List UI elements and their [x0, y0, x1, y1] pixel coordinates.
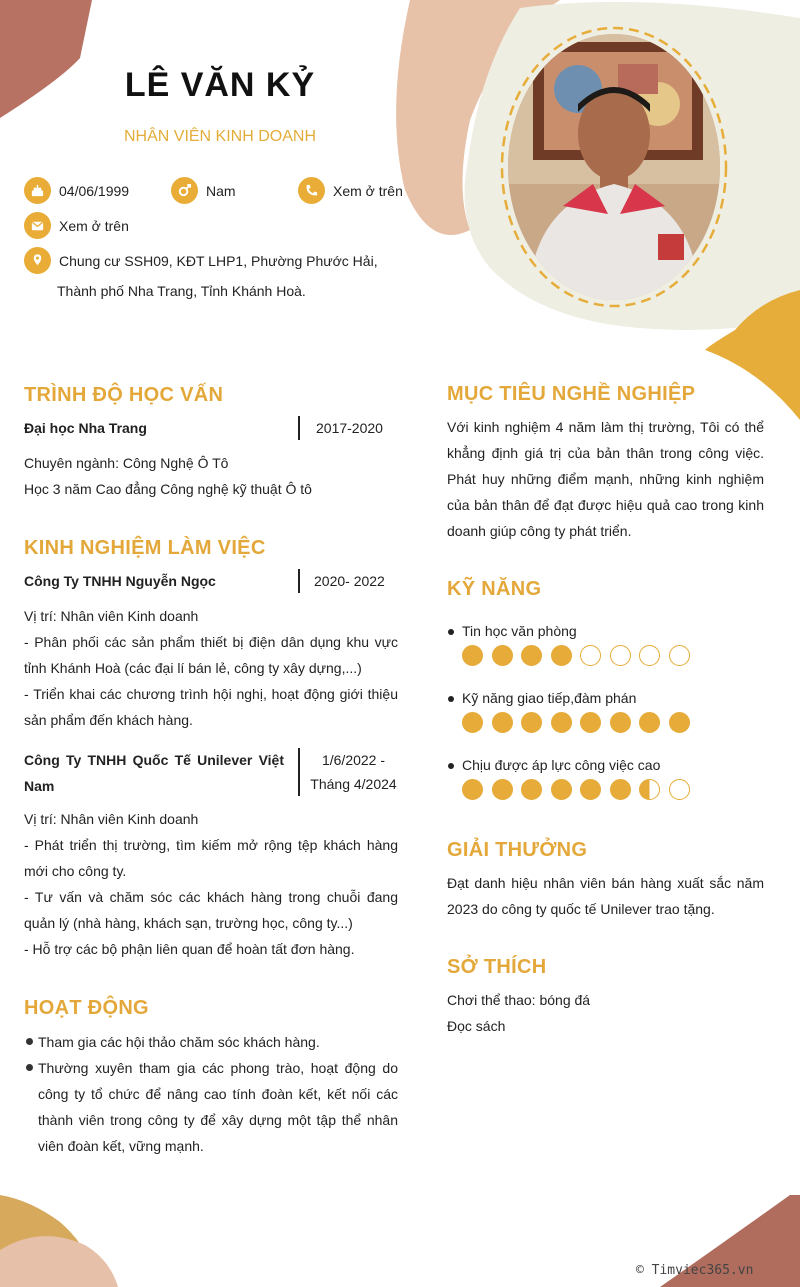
- rating-circle: [492, 779, 513, 800]
- rating-circle: [669, 779, 690, 800]
- email-value: Xem ở trên: [59, 217, 129, 234]
- education-period: 2017-2020: [316, 420, 383, 436]
- watermark: © Timviec365.vn: [636, 1263, 754, 1278]
- rating-circle: [521, 712, 542, 733]
- rating-circle: [610, 779, 631, 800]
- job-1-company: Công Ty TNHH Nguyễn Ngọc: [24, 573, 216, 589]
- phone-value: Xem ở trên: [333, 182, 403, 199]
- rating-circle: [580, 779, 601, 800]
- activities-title: HOẠT ĐỘNG: [24, 997, 149, 1019]
- rating-circle: [492, 712, 513, 733]
- rating-circle: [462, 779, 483, 800]
- hobby-item: Chơi thể thao: bóng đá: [447, 992, 591, 1008]
- job-2-company: Công Ty TNHH Quốc Tế Unilever Việt Nam: [24, 752, 284, 794]
- rating-circle: [551, 712, 572, 733]
- activity-item: [24, 1055, 398, 1159]
- rating-circle: [521, 645, 542, 666]
- job-2-duty-3: - Hỗ trợ các bộ phận liên quan để hoàn tất đơn hàng.: [24, 941, 355, 957]
- rating-circle: [462, 645, 483, 666]
- skill-2-rating: [462, 712, 698, 733]
- hobbies-title: SỞ THÍCH: [447, 956, 547, 978]
- awards-text: Đạt danh hiệu nhân viên bán hàng xuất sắc năm 2023 do công ty quốc tế Unilever trao tặng.: [447, 875, 764, 917]
- location-icon: [24, 247, 51, 274]
- skill-1-rating: [462, 645, 698, 666]
- job-2-duty-2: - Tư vấn và chăm sóc các khách hàng trong chuỗi đang quản lý (nhà hàng, khách sạn, trường học, công ty...): [24, 889, 398, 931]
- email-icon: [24, 212, 51, 239]
- experience-title: KINH NGHIỆM LÀM VIỆC: [24, 537, 266, 559]
- skills-title: KỸ NĂNG: [447, 578, 542, 600]
- job-2-divider: [298, 748, 300, 796]
- job-1-divider: [298, 569, 300, 593]
- candidate-name: LÊ VĂN KỶ: [124, 66, 316, 104]
- skill-2-name: Kỹ năng giao tiếp,đàm phán: [462, 690, 637, 706]
- education-title: TRÌNH ĐỘ HỌC VẤN: [24, 384, 224, 406]
- phone-row: [298, 177, 403, 204]
- email-row: [24, 212, 129, 239]
- cake-icon: [24, 177, 51, 204]
- awards-title: GIẢI THƯỞNG: [447, 839, 588, 861]
- job-2-period-line-2: Tháng 4/2024: [310, 776, 397, 792]
- bullet-dot-icon: [448, 696, 454, 702]
- birthday-value: 04/06/1999: [59, 182, 130, 199]
- education-school: Đại học Nha Trang: [24, 420, 147, 436]
- objective-title: MỤC TIÊU NGHỀ NGHIỆP: [447, 383, 696, 405]
- job-1-period: 2020- 2022: [314, 573, 385, 589]
- skill-3-name: Chịu được áp lực công việc cao: [462, 757, 661, 773]
- photo-frame-dashed: [498, 24, 730, 310]
- address-line-2: Thành phố Nha Trang, Tỉnh Khánh Hoà.: [57, 283, 306, 299]
- rating-circle: [462, 712, 483, 733]
- rating-circle: [639, 645, 660, 666]
- candidate-title: NHÂN VIÊN KINH DOANH: [123, 128, 317, 145]
- job-1-duty-1: - Phân phối các sản phẩm thiết bị điện dân dụng khu vực tỉnh Khánh Hoà (các đại lí bán lẻ, công ty xây dựng,...): [24, 634, 398, 676]
- activity-text: Thường xuyên tham gia các phong trào, hoạt động do công ty tổ chức để nâng cao tính đoàn kết, kết nối các thành viên trong công ty để xây dựng một tập thể nhân viên đoàn kết, vững mạnh.: [38, 1060, 398, 1154]
- rating-circle: [610, 712, 631, 733]
- skill-2-label-row: [448, 690, 636, 706]
- objective-text: Với kinh nghiệm 4 năm làm thị trường, Tôi có thể khẳng định giá trị của bản thân trong công việc. Phát huy những điểm mạnh, những kinh nghiệm của bản thân để đạt được hiệu quả cao trong kinh doanh giúp công ty phát triển.: [447, 419, 764, 539]
- rating-circle: [639, 779, 660, 800]
- job-2-period-line-1: 1/6/2022 -: [321, 752, 386, 768]
- rating-circle: [551, 645, 572, 666]
- address-row: [24, 247, 378, 274]
- bullet-dot-icon: [26, 1064, 33, 1071]
- gender-icon: [171, 177, 198, 204]
- skill-3-label-row: [448, 757, 660, 773]
- job-2-position: Vị trí: Nhân viên Kinh doanh: [24, 811, 199, 827]
- rating-circle: [610, 645, 631, 666]
- rating-circle: [580, 712, 601, 733]
- hobby-item: Đọc sách: [447, 1018, 506, 1034]
- birthday-row: [24, 177, 129, 204]
- rating-circle: [521, 779, 542, 800]
- education-major: Chuyên ngành: Công Nghệ Ô Tô: [24, 455, 229, 471]
- rating-circle: [669, 645, 690, 666]
- bullet-dot-icon: [448, 763, 454, 769]
- education-note: Học 3 năm Cao đẳng Công nghệ kỹ thuật Ô tô: [24, 481, 312, 497]
- skill-1-name: Tin học văn phòng: [462, 623, 577, 639]
- job-1-duty-2: - Triển khai các chương trình hội nghị, hoạt động giới thiệu sản phẩm đến khách hàng.: [24, 686, 398, 728]
- job-2-duty-1: - Phát triển thị trường, tìm kiếm mở rộng tệp khách hàng mới cho công ty.: [24, 837, 398, 879]
- activity-text: Tham gia các hội thảo chăm sóc khách hàng.: [38, 1034, 320, 1050]
- skill-1-label-row: [448, 623, 577, 639]
- rating-circle: [580, 645, 601, 666]
- address-line-1: Chung cư SSH09, KĐT LHP1, Phường Phước Hải,: [59, 252, 378, 269]
- skill-3-rating: [462, 779, 698, 800]
- bullet-dot-icon: [26, 1038, 33, 1045]
- activity-item: [24, 1029, 398, 1055]
- phone-icon: [298, 177, 325, 204]
- rating-circle: [551, 779, 572, 800]
- job-1-position: Vị trí: Nhân viên Kinh doanh: [24, 608, 199, 624]
- rating-circle: [492, 645, 513, 666]
- gender-value: Nam: [206, 182, 236, 199]
- gender-row: [171, 177, 236, 204]
- rating-circle: [639, 712, 660, 733]
- bullet-dot-icon: [448, 629, 454, 635]
- rating-circle: [669, 712, 690, 733]
- education-divider: [298, 416, 300, 440]
